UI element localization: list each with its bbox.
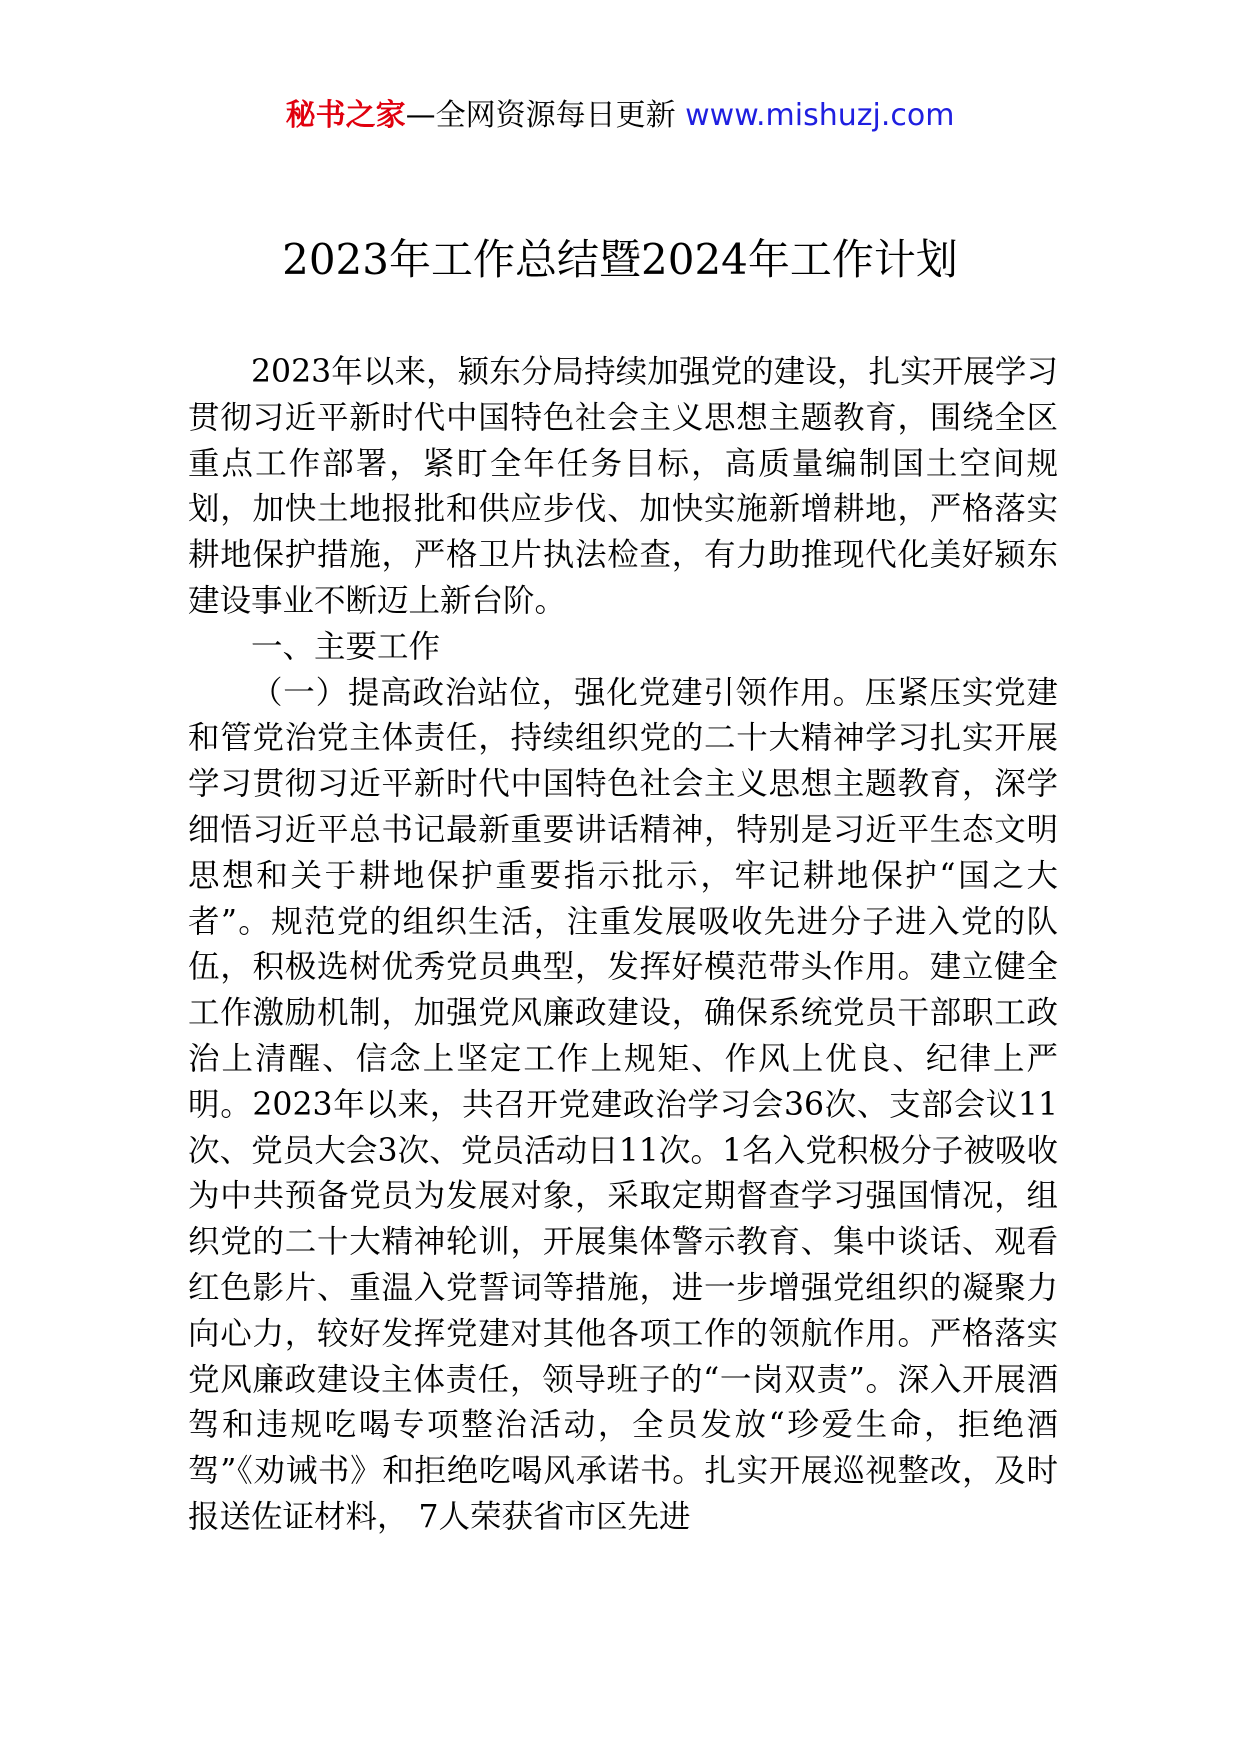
section-heading: 一、主要工作 [251, 628, 441, 665]
intro-paragraph: 2023年以来，颍东分局持续加强党的建设，扎实开展学习贯彻习近平新时代中国特色社会主义思想主题教育，围绕全区重点工作部署，紧盯全年任务目标，高质量编制国土空间规划，加快土地报批和供应步伐、加快实施新增耕地，严格落实耕地保护措施，严格卫片执法检查，有力助推现代化美好颍东建设事业不断迈上新台阶。 [188, 354, 1058, 619]
brand-name: 秘书之家 [285, 98, 406, 133]
site-url-link[interactable]: www.mishuzj.com [685, 98, 955, 133]
site-header [0, 96, 1240, 136]
body-paragraph: （一）提高政治站位，强化党建引领作用。压紧压实党建和管党治党主体责任，持续组织党的二十大精神学习扎实开展学习贯彻习近平新时代中国特色社会主义思想主题教育，深学细悟习近平总书记最新重要讲话精神，特别是习近平生态文明思想和关于耕地保护重要指示批示，牢记耕地保护“国之大者”。规范党的组织生活，注重发展吸收先进分子进入党的队伍，积极选树优秀党员典型，发挥好模范带头作用。建立健全工作激励机制，加强党风廉政建设，确保系统党员干部职工政治上清醒、信念上坚定工作上规矩、作风上优良、纪律上严明。2023年以来，共召开党建政治学习会36次、支部会议11次、党员大会3次、党员活动日11次。1名入党积极分子被吸收为中共预备党员为发展对象，采取定期督查学习强国情况，组织党的二十大精神轮训，开展集体警示教育、集中谈话、观看红色影片、重温入党誓词等措施，进一步增强党组织的凝聚力向心力，较好发挥党建对其他各项工作的领航作用。严格落实党风廉政建设主体责任，领导班子的“一岗双责”。深入开展酒驾和违规吃喝专项整治活动，全员发放“珍爱生命，拒绝酒驾”《劝诫书》和拒绝吃喝风承诺书。扎实开展巡视整改，及时报送佐证材料， 7人荣获省市区先进 [188, 674, 1058, 1535]
document-title: 2023年工作总结暨2024年工作计划 [282, 235, 958, 284]
document-body [188, 350, 1058, 1541]
header-slogan: —全网资源每日更新 [405, 98, 686, 133]
